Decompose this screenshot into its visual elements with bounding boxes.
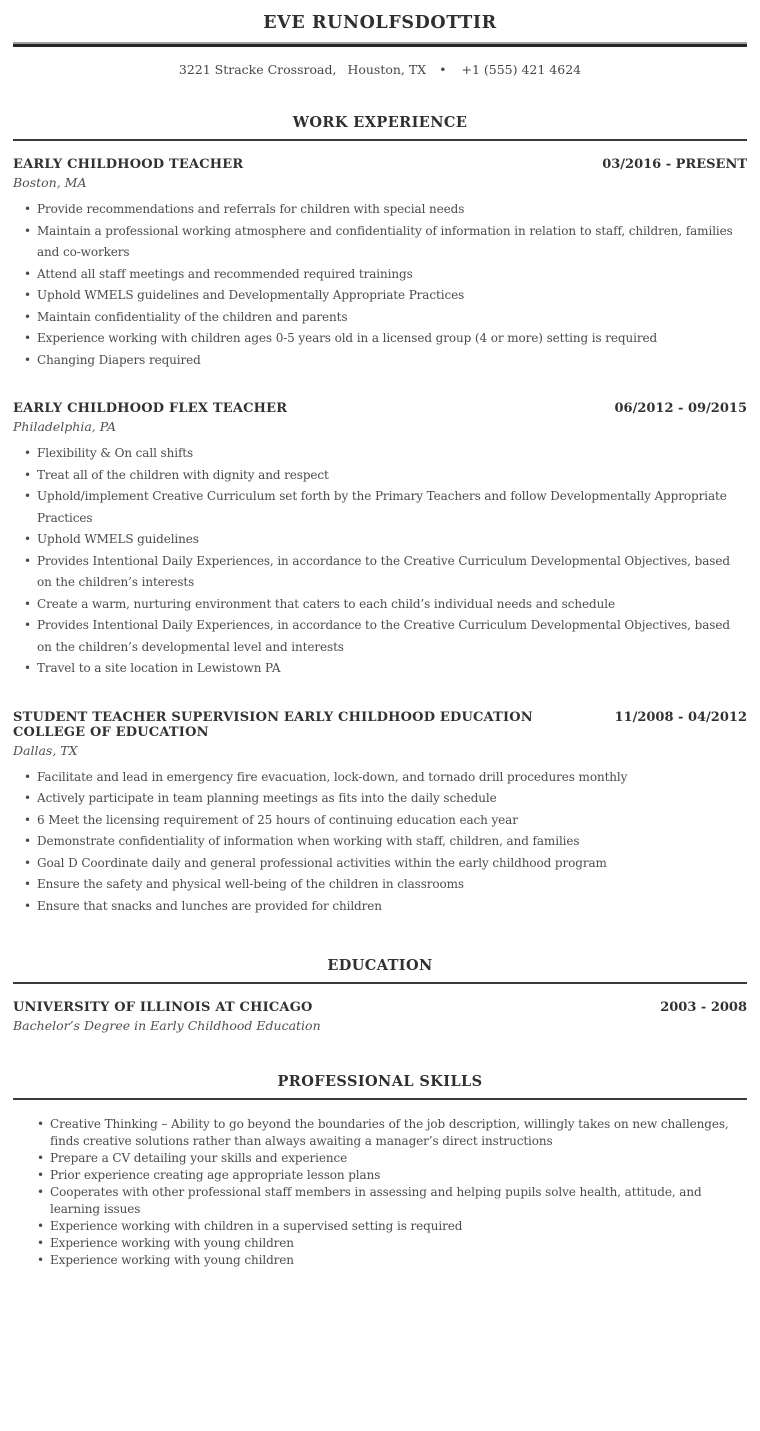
work-experience-rule [13,139,747,141]
contact-phone: +1 (555) 421 4624 [461,62,582,77]
education-entry [13,1000,747,1033]
section-title-work-experience: WORK EXPERIENCE [292,114,468,131]
job-bullet: • Ensure the safety and physical well-being of the children in classrooms [13,874,747,896]
contact-address: 3221 Stracke Crossroad, [178,62,337,77]
job-bullet: • Changing Diapers required [13,350,747,372]
job-bullet: • Maintain a professional working atmosphere and confidentiality of information in relation to staff, children, families and co-workers [13,221,747,264]
skill-item: • Experience working with young children [26,1252,747,1269]
education-header [13,1000,747,1015]
job-bullet: • Uphold WMELS guidelines [13,529,747,551]
job-bullet-list [13,443,747,680]
contact-separator-dot: • [439,62,447,77]
job-title: STUDENT TEACHER SUPERVISION EARLY CHILDHOOD EDUCATION COLLEGE OF EDUCATION [13,709,533,740]
job-bullet: • Flexibility & On call shifts [13,443,747,465]
job-bullet: • Experience working with children ages 0-5 years old in a licensed group (4 or more) setting is required [13,328,747,350]
job-bullet: • Goal D Coordinate daily and general professional activities within the early childhood program [13,853,747,875]
education-rule [13,982,747,984]
skill-item: • Experience working with children in a supervised setting is required [26,1218,747,1235]
section-title-professional-skills: PROFESSIONAL SKILLS [277,1073,483,1090]
job-entry [13,710,747,918]
job-entry [13,157,747,371]
job-dates: 03/2016 - PRESENT [602,157,747,172]
resume-name: EVE RUNOLFSDOTTIR [263,13,497,33]
job-title: EARLY CHILDHOOD TEACHER [13,157,244,172]
skill-item: • Cooperates with other professional staff members in assessing and helping pupils solve health, attitude, and learning issues [26,1184,747,1218]
job-bullet: • 6 Meet the licensing requirement of 25 hours of continuing education each year [13,810,747,832]
school-dates: 2003 - 2008 [660,1000,747,1015]
job-location: Dallas, TX [13,742,78,758]
contact-city: Houston, TX [347,62,427,77]
job-location: Philadelphia, PA [13,419,117,434]
skills-list [13,1116,747,1269]
job-header [13,710,747,740]
school-name: UNIVERSITY OF ILLINOIS AT CHICAGO [13,1000,313,1015]
skill-item: • Prior experience creating age appropriate lesson plans [26,1167,747,1184]
job-bullet: • Provide recommendations and referrals for children with special needs [13,199,747,221]
job-header [13,401,747,416]
school-degree: Bachelor’s Degree in Early Childhood Education [13,1018,321,1033]
job-dates: 11/2008 - 04/2012 [614,709,747,725]
contact-line [13,62,747,77]
job-header [13,157,747,172]
job-bullet-list [13,767,747,918]
section-title-education: EDUCATION [327,957,433,974]
header-double-rule [13,42,747,47]
job-bullet: • Provides Intentional Daily Experiences, in accordance to the Creative Curriculum Developmental Objectives, based on the children’s interests [13,551,747,594]
skill-item: • Prepare a CV detailing your skills and experience [26,1150,747,1167]
job-bullet-list [13,199,747,371]
work-experience-list [13,157,747,917]
job-bullet: • Maintain confidentiality of the children and parents [13,307,747,329]
job-dates: 06/2012 - 09/2015 [614,401,747,416]
job-bullet: • Create a warm, nurturing environment that caters to each child’s individual needs and schedule [13,594,747,616]
professional-skills-rule [13,1098,747,1100]
job-bullet: • Demonstrate confidentiality of information when working with staff, children, and families [13,831,747,853]
job-bullet: • Provides Intentional Daily Experiences, in accordance to the Creative Curriculum Developmental Objectives, based on the children’s developmental level and interests [13,615,747,658]
job-bullet: • Uphold/implement Creative Curriculum set forth by the Primary Teachers and follow Developmentally Appropriate Practices [13,486,747,529]
job-bullet: • Facilitate and lead in emergency fire evacuation, lock-down, and tornado drill procedures monthly [13,767,747,789]
job-entry [13,401,747,680]
job-bullet: • Actively participate in team planning meetings as fits into the daily schedule [13,788,747,810]
education-list [13,1000,747,1033]
skill-item: • Creative Thinking – Ability to go beyond the boundaries of the job description, willingly takes on new challenges, finds creative solutions rather than always awaiting a manager’s direct instructions [26,1116,747,1150]
skill-item: • Experience working with young children [26,1235,747,1252]
job-location: Boston, MA [13,175,87,190]
job-bullet: • Travel to a site location in Lewistown PA [13,658,747,680]
job-bullet: • Treat all of the children with dignity and respect [13,465,747,487]
job-bullet: • Uphold WMELS guidelines and Developmentally Appropriate Practices [13,285,747,307]
job-bullet: • Ensure that snacks and lunches are provided for children [13,896,747,918]
job-title: EARLY CHILDHOOD FLEX TEACHER [13,401,288,416]
job-bullet: • Attend all staff meetings and recommended required trainings [13,264,747,286]
